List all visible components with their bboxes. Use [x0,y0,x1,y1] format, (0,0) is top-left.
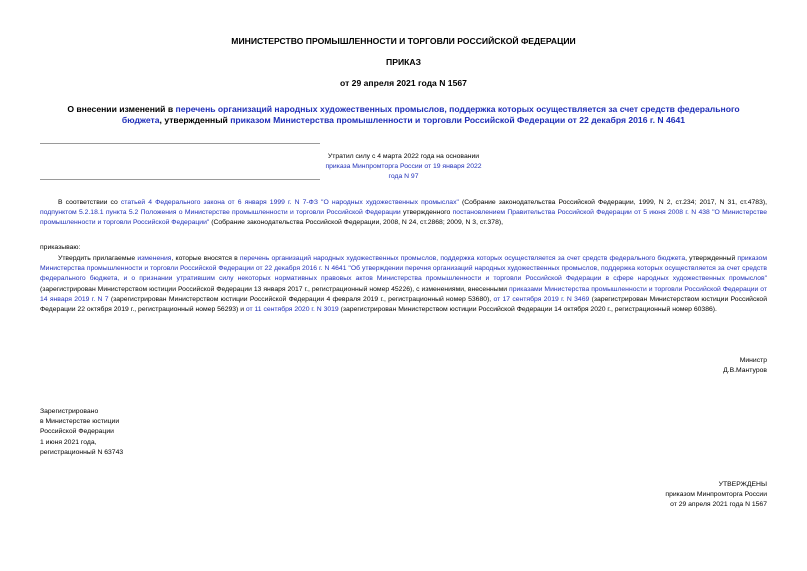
preamble-link-law[interactable]: статьей 4 Федерального закона от 6 января 1999 г. N 7-ФЗ "О народных художественных промыслах" [120,199,459,206]
divider-bottom [40,179,320,180]
doc-type-heading: ПРИКАЗ [386,57,421,67]
approved-line-2: приказом Минпромторга России [665,491,767,499]
title-text-1: О внесении изменений в [67,104,176,114]
order-text-1: Утвердить прилагаемые [58,255,138,262]
registration-line-2: в Министерстве юстиции [40,418,120,426]
preamble-text-4: (Собрание законодательства Российской Федерации, 2008, N 24, ст.2868; 2009, N 3, ст.378), [209,219,503,227]
status-link-order-97[interactable]: приказа Минпромторга России от 19 января 2022 года N 97 [325,163,482,181]
approved-block [665,480,767,511]
signature-position: Министр [739,357,767,364]
doc-date-heading: от 29 апреля 2021 года N 1567 [340,78,467,88]
registration-block [40,407,123,458]
order-link-order-3019[interactable]: от 11 сентября 2020 г. N 3019 [245,306,339,314]
order-paragraph [40,254,767,315]
order-text-5: (зарегистрирован Министерством юстиции Российской Федерации 4 февраля 2019 г., регистрационный номер 53680), [108,295,494,303]
status-note [320,152,487,183]
registration-line-3: Российской Федерации [40,428,114,436]
order-link-changes[interactable]: изменения [137,255,172,262]
divider-top [40,143,320,144]
signature-block [723,356,767,376]
order-text-2: , которые вносятся в [171,255,240,262]
registration-line-4: 1 июня 2021 года, [40,438,97,446]
signature-name: Д.В.Мантуров [723,367,767,375]
order-link-order-3469[interactable]: от 17 сентября 2019 г. N 3469 [493,295,590,303]
approved-line-1: УТВЕРЖДЕНЫ [718,481,767,488]
document-title [50,104,757,126]
order-link-list[interactable]: перечень организаций народных художественных промыслов, поддержка которых осуществляется за счет средств федерального бюджета [239,255,686,262]
preamble-paragraph [40,198,767,229]
title-link-list[interactable]: перечень организаций народных художественных промыслов, поддержка которых осуществляется за счет средств федерального бюджета [121,104,740,125]
preamble-link-regulation[interactable]: подпунктом 5.2.18.1 пункта 5.2 Положения о Министерстве промышленности и торговли Российской Федерации [40,209,401,217]
registration-line-5: регистрационный N 63743 [40,448,124,456]
preamble-text-1: В соответствии со [58,199,121,206]
order-link-order-7[interactable]: приказами Министерства промышленности и торговли Российской Федерации от 14 января 2019 г. N 7 [40,285,767,303]
order-text-6: (зарегистрирован Министерством юстиции Российской Федерации 22 октября 2019 г., регистрационный номер 56293) и [40,295,768,314]
status-line-1: Утратил силу с 4 марта 2022 года на основании [327,153,480,160]
ministry-heading: МИНИСТЕРСТВО ПРОМЫШЛЕННОСТИ И ТОРГОВЛИ РОССИЙСКОЙ ФЕДЕРАЦИИ [231,36,576,46]
preamble-text-2: (Собрание законодательства Российской Федерации, 1999, N 2, ст.234; 2017, N 31, ст.4783), [458,199,767,206]
order-text-7: (зарегистрирован Министерством юстиции Российской Федерации 14 октября 2020 г., регистрационный номер 60386). [338,306,717,314]
title-text-2: , утвержденный [159,115,231,125]
registration-line-1: Зарегистрировано [40,408,99,415]
preamble-text-3: утвержденного [400,209,453,217]
title-link-order-4641[interactable]: приказом Министерства промышленности и торговли Российской Федерации от 22 декабря 2016 г. N 4641 [230,115,686,125]
approved-line-3: от 29 апреля 2021 года N 1567 [670,501,767,509]
order-word: приказываю: [40,244,81,251]
order-text-3: , утвержденный [685,255,738,262]
preamble-link-resolution[interactable]: постановлением Правительства Российской Федерации от 5 июня 2008 г. N 438 "О Министерстве промышленности и торговли Российской Федерации" [40,209,767,227]
order-text-4: (зарегистрирован Министерством юстиции Российской Федерации 13 января 2017 г., регистрационный номер 45226), с изменениями, внесенными [40,285,510,293]
order-link-order-4641[interactable]: приказом Министерства промышленности и торговли Российской Федерации от 22 декабря 2016 г. N 4641 "Об утверждении перечня организаций народных художественных промыслов, поддержка которых осуществляется за счет средств федерального бюджета, и о признании утратившим силу некоторых нормативных правовых актов Министерства промышленности и торговли Российской Федерации в сфере народных художественных промыслов" [40,255,767,283]
